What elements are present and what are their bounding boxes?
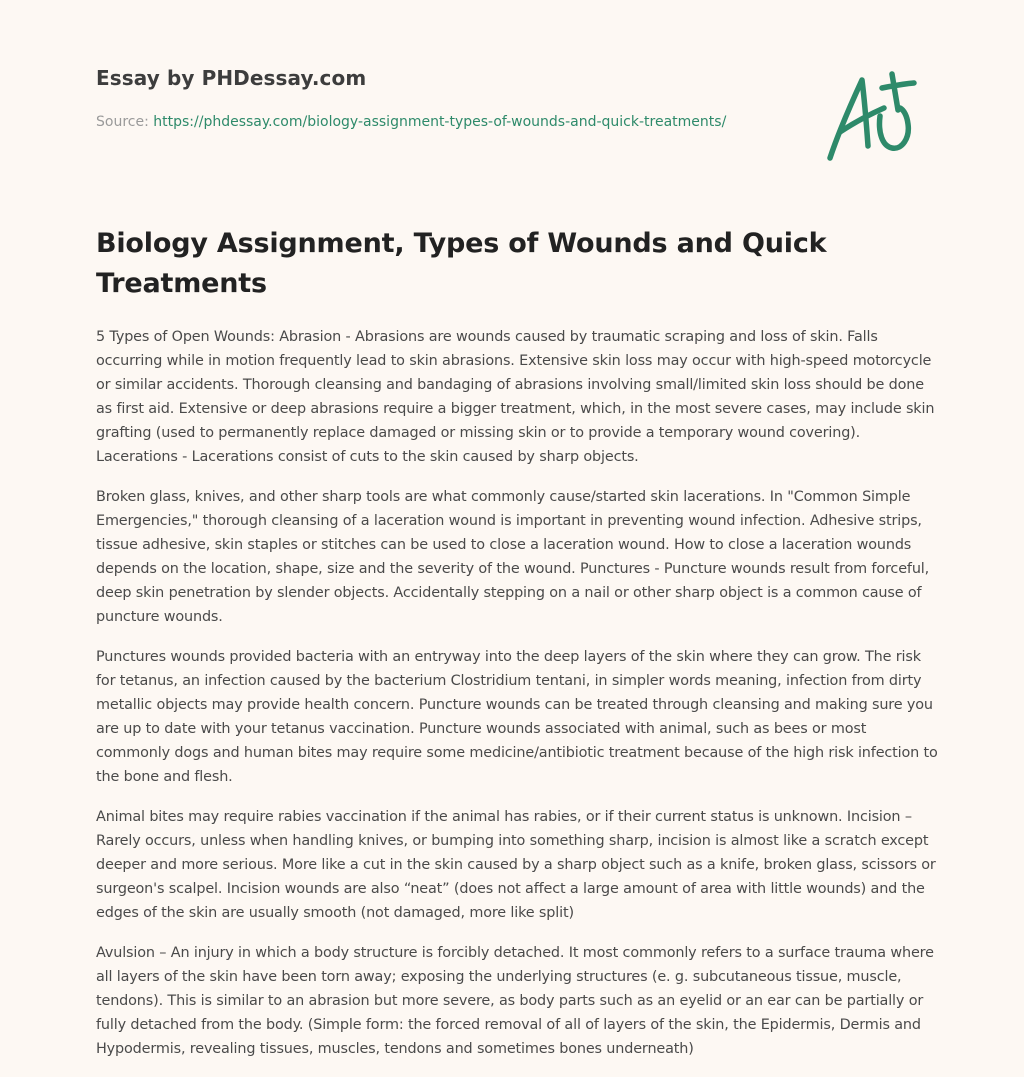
essay-body (96, 325, 938, 1077)
essay-paragraph: 5 Types of Open Wounds: Abrasion - Abrasions are wounds caused by traumatic scraping and loss of skin. Falls occurring while in motion frequently lead to skin abrasions. Extensive skin loss may occur with high-speed motorcycle or similar accidents. Thorough cleansing and bandaging of abrasions involving small/limited skin loss should be done as first aid. Extensive or deep abrasions require a bigger treatment, which, in the most severe cases, may include skin grafting (used to permanently replace damaged or missing skin or to provide a temporary wound covering). Lacerations - Lacerations consist of cuts to the skin caused by sharp objects. (96, 329, 935, 465)
essay-title: Biology Assignment, Types of Wounds and Quick Treatments (96, 228, 827, 299)
source-line (96, 110, 736, 134)
essay-paragraph: Animal bites may require rabies vaccination if the animal has rabies, or if their current status is unknown. Incision – Rarely occurs, unless when handling knives, or bumping into something sharp, incision is almost like a scratch except deeper and more serious. More like a cut in the skin caused by a sharp object such as a knife, broken glass, scissors or surgeon's scalpel. Incision wounds are also “neat” (does not affect a large amount of area with little wounds) and the edges of the skin are usually smooth (not damaged, more like split) (96, 809, 936, 921)
site-title: Essay by PHDessay.com (96, 66, 367, 90)
source-label: Source: (96, 114, 149, 130)
source-link[interactable]: https://phdessay.com/biology-assignment-types-of-wounds-and-quick-treatments/ (153, 114, 727, 130)
essay-paragraph: Avulsion – An injury in which a body structure is forcibly detached. It most commonly refers to a surface trauma where all layers of the skin have been torn away; exposing the underlying structures (e. g. subcutaneous tissue, muscle, tendons). This is similar to an abrasion but more severe, as body parts such as an eyelid or an ear can be partially or fully detached from the body. (Simple form: the forced removal of all of layers of the skin, the Epidermis, Dermis and Hypodermis, revealing tissues, muscles, tendons and sometimes bones underneath) (96, 945, 934, 1057)
essay-paragraph: Broken glass, knives, and other sharp tools are what commonly cause/started skin lacerations. In "Common Simple Emergencies," thorough cleansing of a laceration wound is important in preventing wound infection. Adhesive strips, tissue adhesive, skin staples or stitches can be used to close a laceration wound. How to close a laceration wounds depends on the location, shape, size and the severity of the wound. Punctures - Puncture wounds result from forceful, deep skin penetration by slender objects. Accidentally stepping on a nail or other sharp object is a common cause of puncture wounds. (96, 489, 930, 625)
essay-header (96, 62, 736, 134)
a-plus-grade-icon (820, 66, 930, 166)
essay-paragraph: Punctures wounds provided bacteria with an entryway into the deep layers of the skin where they can grow. The risk for tetanus, an infection caused by the bacterium Clostridium tentani, in simpler words meaning, infection from dirty metallic objects may provide health concern. Puncture wounds can be treated through cleansing and making sure you are up to date with your tetanus vaccination. Puncture wounds associated with animal, such as bees or most commonly dogs and human bites may require some medicine/antibiotic treatment because of the high risk infection to the bone and flesh. (96, 649, 938, 785)
